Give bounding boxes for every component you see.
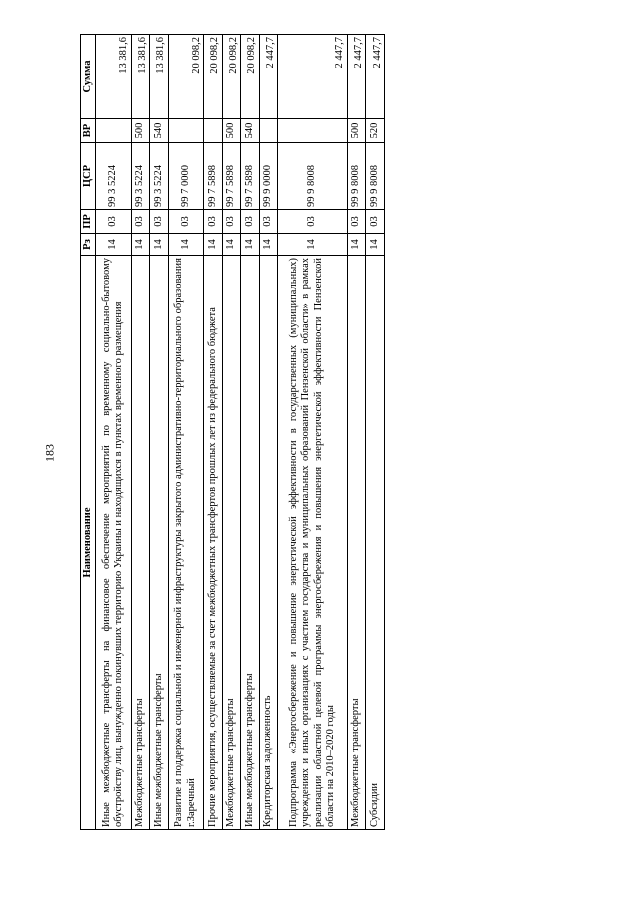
header-pr: ПР [81, 210, 96, 234]
row-csr: 99 9 8008 [347, 143, 365, 210]
row-rz: 14 [96, 234, 132, 256]
row-vr: 500 [222, 119, 240, 143]
table-row [96, 35, 132, 830]
table-row [366, 35, 385, 830]
row-sum: 13 381,6 [131, 35, 149, 119]
row-sum: 13 381,6 [96, 35, 132, 119]
row-rz: 14 [204, 234, 222, 256]
row-pr: 03 [96, 210, 132, 234]
row-name: Иные межбюджетные трансферты [241, 256, 259, 830]
row-name: Кредиторская задолженность [259, 256, 277, 830]
row-pr: 03 [150, 210, 168, 234]
table-row [347, 35, 365, 830]
row-name: Развитие и поддержка социальной и инженерной инфраструктуры закрытого административно-территориального образования г.Заречный [168, 256, 204, 830]
row-csr: 99 7 5898 [222, 143, 240, 210]
rotated-table-container [80, 35, 385, 830]
row-pr: 03 [131, 210, 149, 234]
table-row [150, 35, 168, 830]
row-pr: 03 [259, 210, 277, 234]
row-csr: 99 3 5224 [96, 143, 132, 210]
row-pr: 03 [241, 210, 259, 234]
row-sum: 2 447,7 [347, 35, 365, 119]
row-name: Прочие мероприятия, осуществляемые за счет межбюджетных трансфертов прошлых лет из федерального бюджета [204, 256, 222, 830]
table-header-row [81, 35, 96, 830]
row-csr: 99 7 5898 [204, 143, 222, 210]
row-sum: 2 447,7 [278, 35, 348, 119]
row-sum: 13 381,6 [150, 35, 168, 119]
row-csr: 99 9 0000 [259, 143, 277, 210]
row-csr: 99 3 5224 [150, 143, 168, 210]
row-name: Межбюджетные трансферты [222, 256, 240, 830]
row-csr: 99 7 5898 [241, 143, 259, 210]
table-row [259, 35, 277, 830]
table-row [168, 35, 204, 830]
row-rz: 14 [222, 234, 240, 256]
budget-table [80, 34, 385, 830]
row-pr: 03 [204, 210, 222, 234]
header-sum: Сумма [81, 35, 96, 119]
row-pr: 03 [366, 210, 385, 234]
row-sum: 2 447,7 [366, 35, 385, 119]
row-pr: 03 [222, 210, 240, 234]
row-sum: 20 098,2 [241, 35, 259, 119]
row-rz: 14 [278, 234, 348, 256]
row-vr: 520 [366, 119, 385, 143]
row-name: Межбюджетные трансферты [131, 256, 149, 830]
row-rz: 14 [131, 234, 149, 256]
row-vr [168, 119, 204, 143]
header-rz: Рз [81, 234, 96, 256]
row-vr [278, 119, 348, 143]
table-row [222, 35, 240, 830]
table-row [278, 35, 348, 830]
row-pr: 03 [278, 210, 348, 234]
row-rz: 14 [168, 234, 204, 256]
row-rz: 14 [366, 234, 385, 256]
row-pr: 03 [347, 210, 365, 234]
header-name: Наименование [81, 256, 96, 830]
header-vr: ВР [81, 119, 96, 143]
row-rz: 14 [259, 234, 277, 256]
row-csr: 99 7 0000 [168, 143, 204, 210]
table-row [241, 35, 259, 830]
row-vr [204, 119, 222, 143]
row-vr: 500 [347, 119, 365, 143]
row-csr: 99 3 5224 [131, 143, 149, 210]
row-name: Подпрограмма «Энергосбережение и повышение энергетической эффективности в государственных (муниципальных) учреждениях и иных организациях с участием государства и муниципальных образований Пензенской области» в рамках реализации областной целевой программы энергосбережения и повышения энергетической эффективности Пензенской области на 2010–2020 годы [278, 256, 348, 830]
row-rz: 14 [241, 234, 259, 256]
row-name: Иные межбюджетные трансферты [150, 256, 168, 830]
header-csr: ЦСР [81, 143, 96, 210]
row-sum: 20 098,2 [204, 35, 222, 119]
row-pr: 03 [168, 210, 204, 234]
table-row [131, 35, 149, 830]
row-name: Межбюджетные трансферты [347, 256, 365, 830]
row-vr [259, 119, 277, 143]
page-number: 183 [42, 444, 57, 462]
row-name: Субсидии [366, 256, 385, 830]
row-vr: 540 [241, 119, 259, 143]
row-name: Иные межбюджетные трансферты на финансовое обеспечение мероприятий по временному социально-бытовому обустройству лиц, вынужденно покинувших территорию Украины и находящихся в пунктах временного размещения [96, 256, 132, 830]
row-vr: 540 [150, 119, 168, 143]
row-rz: 14 [150, 234, 168, 256]
row-vr: 500 [131, 119, 149, 143]
row-sum: 20 098,2 [222, 35, 240, 119]
row-csr: 99 9 8008 [278, 143, 348, 210]
row-sum: 2 447,7 [259, 35, 277, 119]
row-csr: 99 9 8008 [366, 143, 385, 210]
row-rz: 14 [347, 234, 365, 256]
table-row [204, 35, 222, 830]
row-vr [96, 119, 132, 143]
row-sum: 20 098,2 [168, 35, 204, 119]
